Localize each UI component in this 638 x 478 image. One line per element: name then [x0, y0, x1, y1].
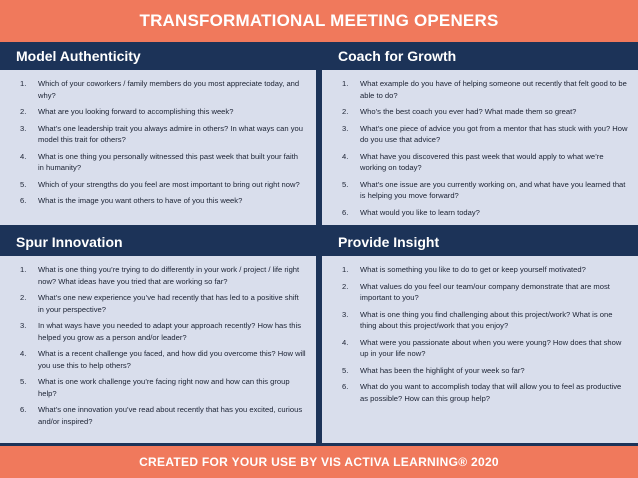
question-item — [10, 292, 306, 315]
question-text: Who’s the best coach you ever had? What made them so great? — [360, 107, 577, 116]
question-text: What’s one innovation you’ve read about recently that has you excited, curious and/or inspired? — [38, 405, 303, 426]
question-text: What’s one issue are you currently working on, and what have you learned that is helping you move forward? — [360, 179, 626, 200]
question-item — [332, 78, 628, 101]
item-number: 5. — [342, 365, 349, 375]
item-number: 4. — [342, 151, 349, 161]
item-number: 3. — [20, 321, 27, 330]
question-item — [332, 264, 628, 276]
question-text: What are you looking forward to accomplishing this week? — [38, 107, 234, 116]
item-number: 3. — [342, 123, 349, 133]
item-number: 4. — [20, 349, 27, 358]
question-item — [332, 207, 628, 219]
question-item — [332, 151, 628, 174]
item-number: 1. — [342, 265, 349, 274]
question-text: What example do you have of helping someone out recently that felt good to be able to do? — [360, 79, 627, 100]
question-text: What would you like to learn today? — [360, 207, 480, 217]
question-text: What’s one leadership trait you always admire in others? In what ways can you model this trait for others? — [38, 123, 303, 144]
question-text: What is a recent challenge you faced, and how did you overcome this? How will you use this to help others? — [38, 349, 306, 370]
question-text: What is something you like to do to get or keep yourself motivated? — [360, 265, 586, 274]
question-text: Which of your coworkers / family members do you most appreciate today, and why? — [38, 79, 300, 100]
item-number: 2. — [20, 293, 27, 302]
question-item — [332, 365, 628, 377]
question-text: What is one thing you find challenging about this project/work? What is one thing about this project/work that you enjoy? — [360, 309, 613, 330]
section-body — [322, 70, 638, 225]
item-number: 2. — [342, 107, 349, 116]
question-text: What have you discovered this past week that would apply to what we’re working on today? — [360, 151, 604, 172]
question-text: What’s one piece of advice you got from a mentor that has stuck with you? How do you use that advice? — [360, 123, 628, 144]
section-coach-for-growth — [322, 42, 638, 225]
section-heading: Spur Innovation — [0, 228, 316, 256]
item-number: 1. — [20, 79, 27, 88]
question-item — [10, 106, 306, 118]
question-text: What is the image you want others to have of you this week? — [38, 196, 243, 205]
question-text: In what ways have you needed to adapt your approach recently? How has this helped you grow as a person and/or leader? — [38, 321, 301, 342]
section-body — [322, 256, 638, 443]
item-number: 2. — [20, 107, 27, 116]
footer-credit: CREATED FOR YOUR USE BY VIS ACTIVA LEARNING® 2020 — [0, 446, 638, 478]
item-number: 6. — [342, 207, 349, 217]
question-item — [10, 151, 306, 174]
page-title: TRANSFORMATIONAL MEETING OPENERS — [0, 0, 638, 42]
question-item — [10, 348, 306, 371]
item-number: 5. — [20, 377, 27, 386]
section-body — [0, 70, 316, 225]
item-number: 1. — [342, 79, 349, 88]
question-item — [332, 281, 628, 304]
item-number: 3. — [342, 309, 349, 319]
question-item — [10, 376, 306, 399]
question-item — [10, 123, 306, 146]
question-item — [10, 78, 306, 101]
section-provide-insight — [322, 228, 638, 443]
item-number: 4. — [20, 151, 27, 161]
question-text: Which of your strengths do you feel are most important to bring out right now? — [38, 179, 300, 189]
section-heading: Provide Insight — [322, 228, 638, 256]
question-item — [332, 337, 628, 360]
item-number: 3. — [20, 123, 27, 133]
item-number: 4. — [342, 337, 349, 347]
question-item — [10, 195, 306, 207]
question-item — [10, 404, 306, 427]
question-item — [332, 106, 628, 118]
section-body — [0, 256, 316, 443]
sections-grid — [0, 42, 638, 446]
question-list — [10, 264, 306, 427]
question-text: What do you want to accomplish today that will allow you to feel as productive as possible? How can this group help? — [360, 382, 622, 403]
question-item — [332, 123, 628, 146]
question-text: What were you passionate about when you were young? How does that show up in your life now? — [360, 337, 622, 358]
question-item — [10, 264, 306, 287]
question-item — [10, 320, 306, 343]
item-number: 6. — [342, 382, 349, 391]
item-number: 5. — [20, 179, 27, 189]
section-heading: Model Authenticity — [0, 42, 316, 70]
question-item — [10, 179, 306, 191]
question-text: What is one thing you’re trying to do differently in your work / project / life right now? What ideas have you tried that are working so far? — [38, 265, 300, 286]
question-text: What is one work challenge you’re facing right now and how can this group help? — [38, 377, 290, 398]
item-number: 5. — [342, 179, 349, 189]
question-item — [332, 179, 628, 202]
item-number: 6. — [20, 405, 27, 414]
question-list — [332, 264, 628, 404]
question-text: What has been the highlight of your week so far? — [360, 365, 525, 375]
item-number: 1. — [20, 265, 27, 274]
section-spur-innovation — [0, 228, 316, 443]
question-text: What’s one new experience you’ve had recently that has led to a positive shift in your perspective? — [38, 293, 299, 314]
question-text: What values do you feel our team/our company demonstrate that are most important to you? — [360, 281, 610, 302]
question-item — [332, 309, 628, 332]
section-model-authenticity — [0, 42, 316, 225]
section-heading: Coach for Growth — [322, 42, 638, 70]
item-number: 6. — [20, 196, 27, 205]
item-number: 2. — [342, 281, 349, 291]
question-text: What is one thing you personally witnessed this past week that built your faith in humanity? — [38, 151, 299, 172]
question-list — [10, 78, 306, 207]
question-item — [332, 381, 628, 404]
question-list — [332, 78, 628, 218]
